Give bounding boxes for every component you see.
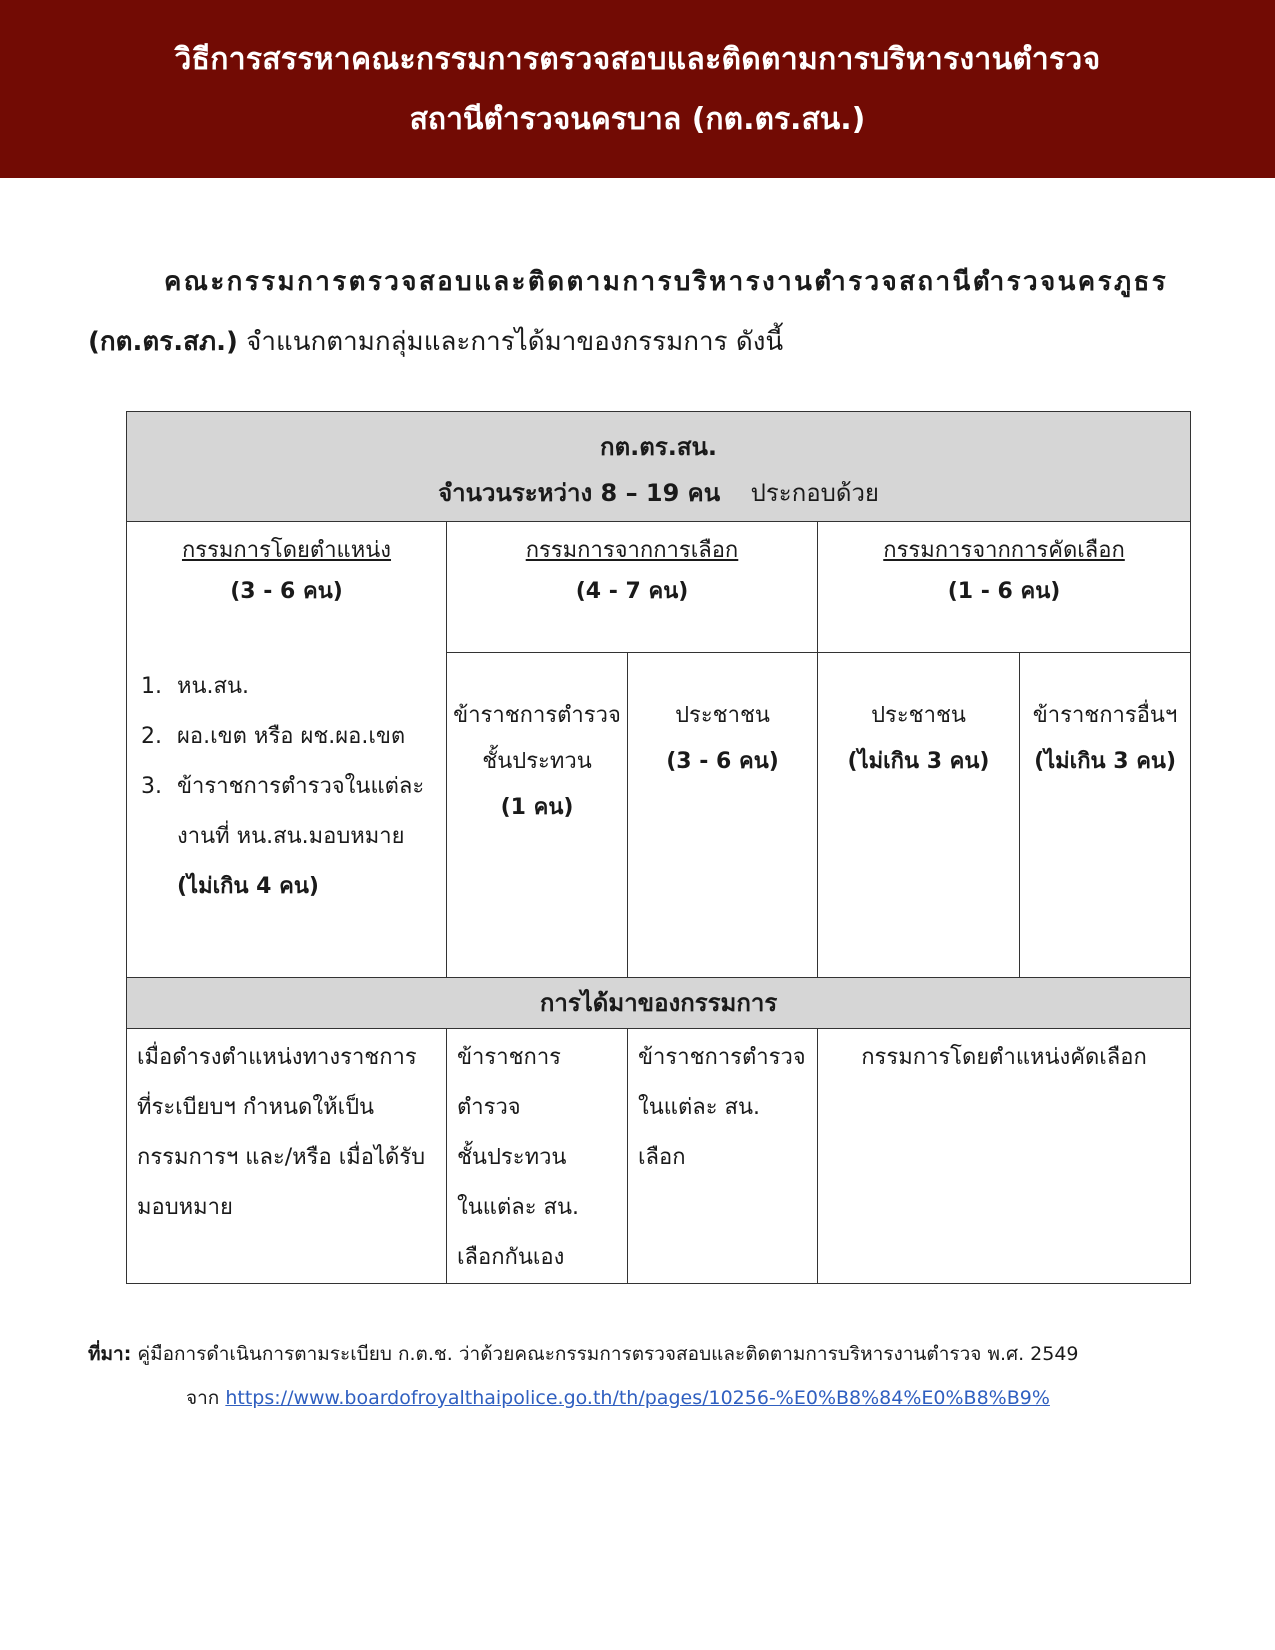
sub-count: (ไม่เกิน 3 คน): [847, 749, 990, 774]
list-item-number: 1.: [141, 674, 162, 699]
table-count-suffix: ประกอบด้วย: [750, 479, 879, 507]
list-item-text: งานที่ หน.สน.มอบหมาย: [177, 824, 405, 849]
table-header: [127, 412, 1191, 522]
sub-police-noncommissioned: [447, 653, 628, 978]
source-label: ที่มา:: [88, 1343, 132, 1365]
acquisition-line: เลือกกันเอง: [457, 1245, 565, 1270]
intro-line2: [88, 312, 1188, 372]
group-selected-cell: [818, 522, 1191, 653]
acquisition-police-noncommissioned: [447, 1029, 628, 1284]
list-item-number: 3.: [141, 774, 162, 799]
acquisition-public-elected: [628, 1029, 818, 1284]
intro-abbrev: (กต.ตร.สภ.): [88, 327, 238, 357]
group-selected-title: กรรมการจากการคัดเลือก: [883, 538, 1125, 563]
acquisition-line: ในแต่ละ สน.: [638, 1095, 760, 1120]
sub-label: ชั้นประทวน: [482, 749, 592, 774]
list-item-text: ข้าราชการตำรวจในแต่ละ: [177, 774, 425, 799]
sub-public-selected: [818, 653, 1020, 978]
title-banner: [0, 0, 1275, 178]
list-item: [141, 862, 446, 912]
banner-title-line1: วิธีการสรรหาคณะกรรมการตรวจสอบและติดตามการบริหารงานตำรวจ: [174, 42, 1101, 77]
acquisition-line: กรรมการฯ และ/หรือ เมื่อได้รับ: [137, 1145, 426, 1170]
acquisition-line: กรรมการโดยตำแหน่งคัดเลือก: [861, 1045, 1147, 1070]
sub-label: ประชาชน: [871, 703, 966, 728]
list-item-text: หน.สน.: [177, 674, 249, 699]
acquisition-line: ข้าราชการตำรวจ: [457, 1045, 561, 1120]
group-selected-count: (1 - 6 คน): [947, 579, 1061, 604]
sub-count: (1 คน): [500, 795, 574, 820]
table-title: กต.ตร.สน.: [600, 433, 718, 461]
sub-count: (3 - 6 คน): [666, 749, 779, 774]
group-elected-count: (4 - 7 คน): [575, 579, 689, 604]
sub-label: ประชาชน: [675, 703, 770, 728]
acquisition-selected: [818, 1029, 1191, 1284]
table-count-range: จำนวนระหว่าง 8 – 19 คน: [438, 479, 721, 507]
acquisition-line: ในแต่ละ สน.: [457, 1195, 579, 1220]
sub-other-officials: [1020, 653, 1191, 978]
acquisition-line: มอบหมาย: [137, 1195, 233, 1220]
group-ex-officio-title: กรรมการโดยตำแหน่ง: [181, 538, 392, 563]
source-line1: [88, 1332, 1208, 1376]
source-link[interactable]: https://www.boardofroyalthaipolice.go.th/th/pages/10256-%E0%B8%84%E0%B8%B9%: [225, 1387, 1050, 1409]
source-line2: [88, 1376, 1208, 1420]
acquisition-ex-officio: [127, 1029, 447, 1284]
group-elected-title: กรรมการจากการเลือก: [525, 538, 739, 563]
list-item: [141, 712, 446, 762]
acquisition-line: ข้าราชการตำรวจ: [638, 1045, 806, 1070]
acquisition-line: เมื่อดำรงตำแหน่งทางราชการ: [137, 1045, 417, 1070]
acquisition-line: ที่ระเบียบฯ กำหนดให้เป็น: [137, 1095, 375, 1120]
list-item: [141, 662, 446, 712]
list-item: [141, 762, 446, 812]
intro-paragraph: [88, 252, 1188, 372]
source-note: [88, 1332, 1208, 1420]
table-count: [127, 468, 1190, 518]
sub-count: (ไม่เกิน 3 คน): [1034, 749, 1176, 774]
intro-line2-text: จำแนกตามกลุ่มและการได้มาของกรรมการ ดังนี้: [237, 327, 784, 357]
list-item-number: 2.: [141, 724, 162, 749]
group-ex-officio-cell: [127, 522, 447, 978]
list-item: [141, 812, 446, 862]
ex-officio-list: [127, 662, 446, 912]
acquisition-line: เลือก: [638, 1145, 686, 1170]
committee-table: [126, 411, 1191, 1284]
sub-public-elected: [628, 653, 818, 978]
source-text: คู่มือการดำเนินการตามระเบียบ ก.ต.ช. ว่าด้วยคณะกรรมการตรวจสอบและติดตามการบริหารงานตำรวจ พ.ศ. 2549: [131, 1343, 1079, 1365]
banner-title-line2: สถานีตำรวจนครบาล (กต.ตร.สน.): [409, 102, 866, 137]
sub-label: ข้าราชการตำรวจ: [453, 703, 621, 728]
sub-label: ข้าราชการอื่นฯ: [1032, 703, 1178, 728]
acquisition-line: ชั้นประทวน: [457, 1145, 567, 1170]
intro-line1: คณะกรรมการตรวจสอบและติดตามการบริหารงานตำรวจสถานีตำรวจนครภูธร: [164, 267, 1169, 297]
acquisition-header: การได้มาของกรรมการ: [127, 978, 1191, 1029]
list-item-text: ผอ.เขต หรือ ผช.ผอ.เขต: [177, 724, 406, 749]
source-from: จาก: [186, 1387, 226, 1409]
list-item-text: (ไม่เกิน 4 คน): [177, 874, 319, 899]
group-elected-cell: [447, 522, 818, 653]
group-ex-officio-count: (3 - 6 คน): [230, 579, 343, 604]
